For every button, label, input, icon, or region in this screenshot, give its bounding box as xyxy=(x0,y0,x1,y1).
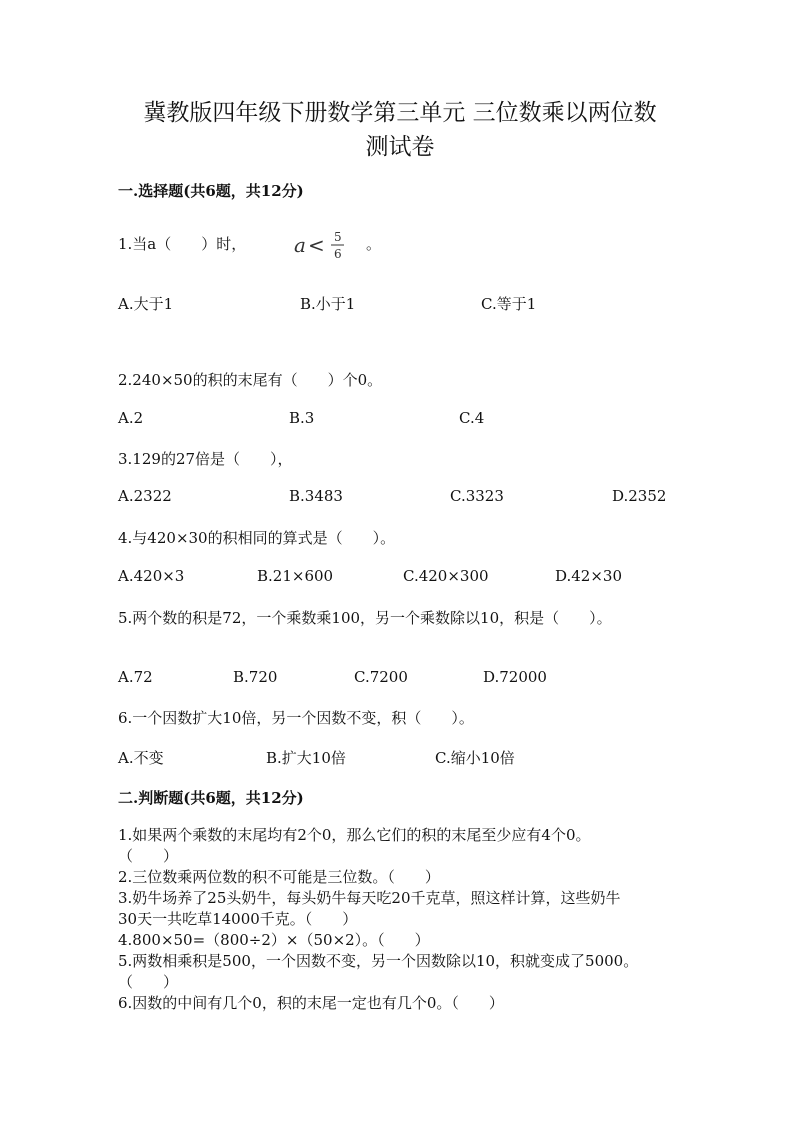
section-heading-multiple-choice: 一.选择题(共6题，共12分) xyxy=(118,182,304,200)
judgement-line: 2.三位数乘两位数的积不可能是三位数。（ ） xyxy=(118,868,440,886)
question-5-option-d[interactable]: D.72000 xyxy=(483,668,547,686)
question-2-stem: 2.240×50的积的末尾有（ ）个0。 xyxy=(118,371,383,389)
question-1-math-expression xyxy=(292,228,354,264)
question-6-option-a[interactable]: A.不变 xyxy=(118,749,164,767)
question-1-stem-end: 。 xyxy=(366,235,382,253)
judgement-line: 6.因数的中间有几个0，积的末尾一定也有几个0。（ ） xyxy=(118,994,504,1012)
question-3-option-d[interactable]: D.2352 xyxy=(612,487,667,505)
judgement-answer-blank[interactable]: （ ） xyxy=(118,847,179,865)
question-1-option-a[interactable]: A.大于1 xyxy=(118,295,174,313)
question-1-option-b[interactable]: B.小于1 xyxy=(300,295,356,313)
question-6-option-b[interactable]: B.扩大10倍 xyxy=(266,749,346,767)
judgement-answer-blank[interactable]: （ ） xyxy=(118,973,179,991)
question-5-option-c[interactable]: C.7200 xyxy=(354,668,408,686)
math-variable: a xyxy=(294,233,306,257)
math-operator: < xyxy=(308,233,325,257)
judgement-line: 3.奶牛场养了25头奶牛，每头奶牛每天吃20千克草，照这样计算，这些奶牛 xyxy=(118,889,621,907)
question-4-option-c[interactable]: C.420×300 xyxy=(403,567,489,585)
exam-title-line-1: 冀教版四年级下册数学第三单元 三位数乘以两位数 xyxy=(143,100,657,126)
math-numerator: 5 xyxy=(334,230,342,244)
judgement-line: 30天一共吃草14000千克。（ ） xyxy=(118,910,358,928)
judgement-line: 5.两数相乘积是500，一个因数不变，另一个因数除以10，积就变成了5000。 xyxy=(118,952,639,970)
question-2-option-c[interactable]: C.4 xyxy=(459,409,485,427)
judgement-line: 1.如果两个乘数的末尾均有2个0，那么它们的积的末尾至少应有4个0。 xyxy=(118,826,591,844)
question-1-stem: 1.当a（ ）时， xyxy=(118,235,247,253)
question-3-option-a[interactable]: A.2322 xyxy=(118,487,172,505)
question-2-option-a[interactable]: A.2 xyxy=(118,409,144,427)
question-6-stem: 6.一个因数扩大10倍，另一个因数不变，积（ ）。 xyxy=(118,709,474,727)
question-4-option-b[interactable]: B.21×600 xyxy=(257,567,334,585)
question-1-option-c[interactable]: C.等于1 xyxy=(481,295,537,313)
question-5-option-b[interactable]: B.720 xyxy=(233,668,278,686)
question-3-stem: 3.129的27倍是（ ）， xyxy=(118,450,293,468)
question-6-option-c[interactable]: C.缩小10倍 xyxy=(435,749,515,767)
question-3-option-b[interactable]: B.3483 xyxy=(289,487,343,505)
question-5-stem: 5.两个数的积是72，一个乘数乘100，另一个乘数除以10，积是（ ）。 xyxy=(118,609,612,627)
exam-title-line-2: 测试卷 xyxy=(365,134,435,160)
question-4-option-d[interactable]: D.42×30 xyxy=(555,567,623,585)
math-denominator: 6 xyxy=(334,247,342,261)
question-5-option-a[interactable]: A.72 xyxy=(118,668,153,686)
judgement-line: 4.800×50=（800÷2）×（50×2）。（ ） xyxy=(118,931,430,949)
question-4-option-a[interactable]: A.420×3 xyxy=(118,567,185,585)
section-heading-true-false: 二.判断题(共6题，共12分) xyxy=(118,789,304,807)
question-4-stem: 4.与420×30的积相同的算式是（ ）。 xyxy=(118,529,396,547)
question-2-option-b[interactable]: B.3 xyxy=(289,409,315,427)
question-3-option-c[interactable]: C.3323 xyxy=(450,487,504,505)
